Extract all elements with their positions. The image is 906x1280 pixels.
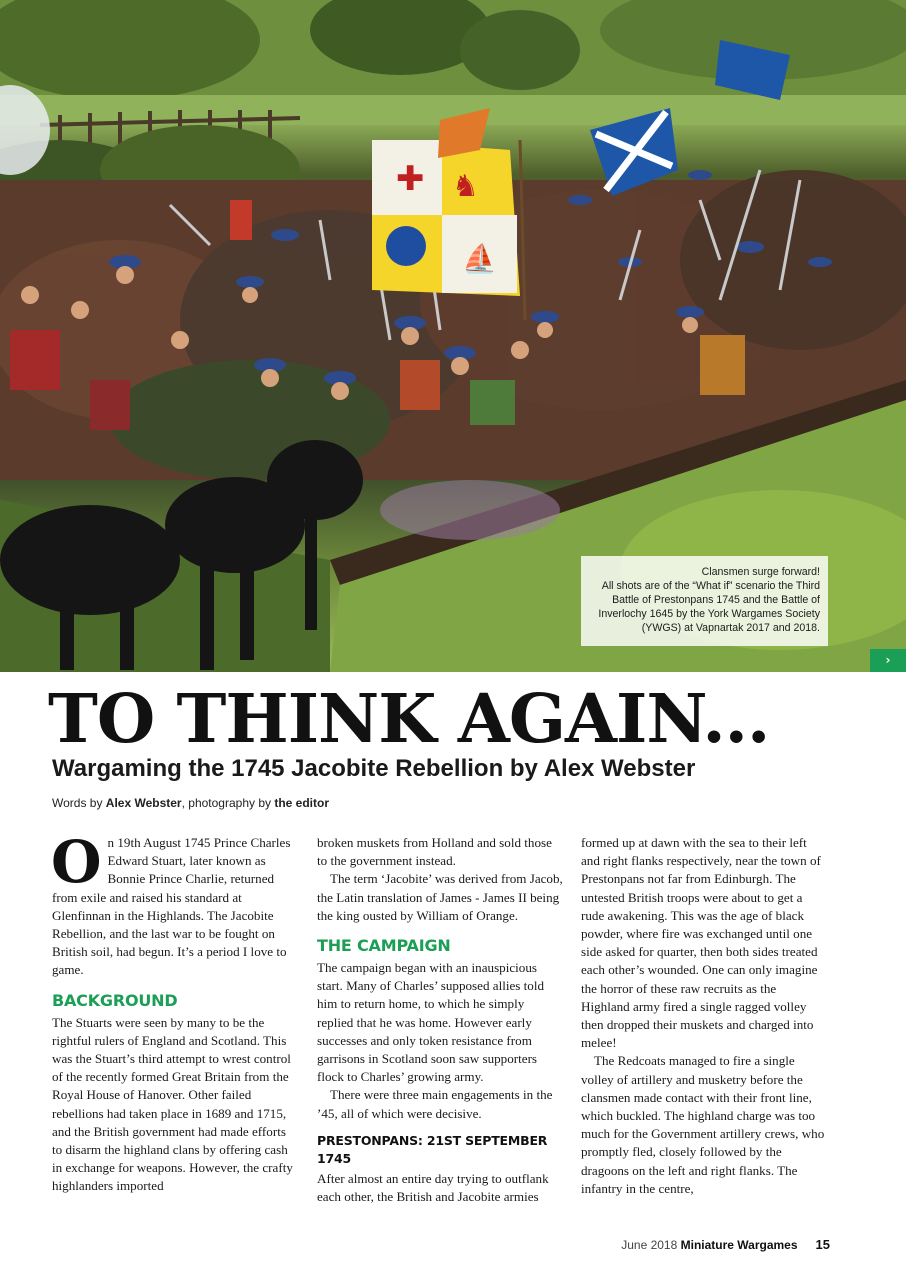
body-paragraph: formed up at dawn with the sea to their left and right flanks respectively, near the town of Prestonpans not far from Edinburgh. The untested British troops were about to get a rude awakening. This was the age of black powder, where fire was exchanged until one side asked for quarter, then both sides treated each other’s wounded. One can only imagine the horror of these raw recruits as the Highland army fired a single ragged volley then dropped their muskets and charged into melee! [581,835,821,1051]
intro-text: n 19th August 1745 Prince Charles Edward Stuart, later known as Bonnie Prince Charlie, returned from exile and raised his standard at Glenfinnan in the Highlands. The Jacobite Rebellion, and the last war to be fought on British soil, had begun. It’s a period I love to game. [52,835,291,978]
svg-text:⛵: ⛵ [462,242,497,275]
article-subtitle [52,753,695,785]
caption-line: Inverlochy 1645 by the York Wargames Society [598,608,820,620]
byline-words-label: Words by [52,796,106,810]
byline-photographer: the editor [274,796,330,810]
page-footer [600,1236,830,1254]
caption-line: Clansmen surge forward! [701,566,820,578]
body-paragraph: The term ‘Jacobite’ was derived from Jacob, the Latin translation of James - James II being the king ousted by William of Orange. [317,871,563,923]
footer-issue: June 2018 [621,1238,681,1252]
section-heading-campaign: THE CAMPAIGN [317,936,451,956]
body-paragraph: There were three main engagements in the ’45, all of which were decisive. [317,1087,553,1121]
byline-author: Alex Webster [105,796,182,810]
photo-caption [581,556,828,646]
body-paragraph: The Redcoats managed to fire a single volley of artillery and musketry before the clansmen made contact with their front line, which buckled. The highland charge was too much for the Government artillery crews, who promptly fled, closely followed by the dragoons on the left and right flanks. The infantry in the centre, [581,1053,825,1196]
subheading-prestonpans: PRESTONPANS: 21ST SEPTEMBER 1745 [317,1132,548,1166]
background-paragraph: The Stuarts were seen by many to be the rightful rulers of England and Scotland. This was the Stuart’s third attempt to wrest control of the recently formed Great Britain from the Royal House of Hanover. Other failed rebellions had taken place in 1689 and 1715, and the British government had made efforts to disarm the highland clans by offering cash in exchange for weapons. However, the crafty highlanders imported [52,1014,293,1194]
body-paragraph: After almost an entire day trying to outflank each other, the British and Jacobite armies [317,1170,549,1205]
article-column-2 [317,834,563,1206]
body-paragraph: The campaign began with an inauspicious start. Many of Charles’ supposed allies told him to return home, to which he simply replied that he was home. However early successes and only token resistance from garrisons in Scotland soon saw supporters flock to Charles’ growing army. [317,960,545,1085]
caption-line: All shots are of the “What if” scenario the Third [601,580,820,592]
page-number: 15 [815,1237,830,1252]
caption-line: (YWGS) at Vapnartak 2017 and 2018. [641,622,820,634]
drop-cap: O [51,828,102,896]
next-page-arrow-icon[interactable]: › [870,649,906,672]
body-paragraph: broken muskets from Holland and sold those to the government instead. [317,835,552,869]
byline-photo-label: , photography by [181,796,275,810]
svg-text:♞: ♞ [452,169,479,204]
svg-text:✚: ✚ [396,159,425,199]
article-column-1 [51,828,298,1196]
caption-line: Battle of Prestonpans 1745 and the Battle of [612,594,820,606]
section-heading-background: BACKGROUND [52,990,178,1010]
article-headline: TO THINK AGAIN... [48,679,770,758]
intro-paragraph [51,828,298,980]
subtitle-text: Wargaming the 1745 Jacobite Rebellion by [52,755,544,782]
byline [52,795,329,811]
footer-magazine: Miniature Wargames [680,1238,798,1252]
subtitle-author: Alex Webster [543,755,696,782]
article-column-3 [581,834,827,1198]
